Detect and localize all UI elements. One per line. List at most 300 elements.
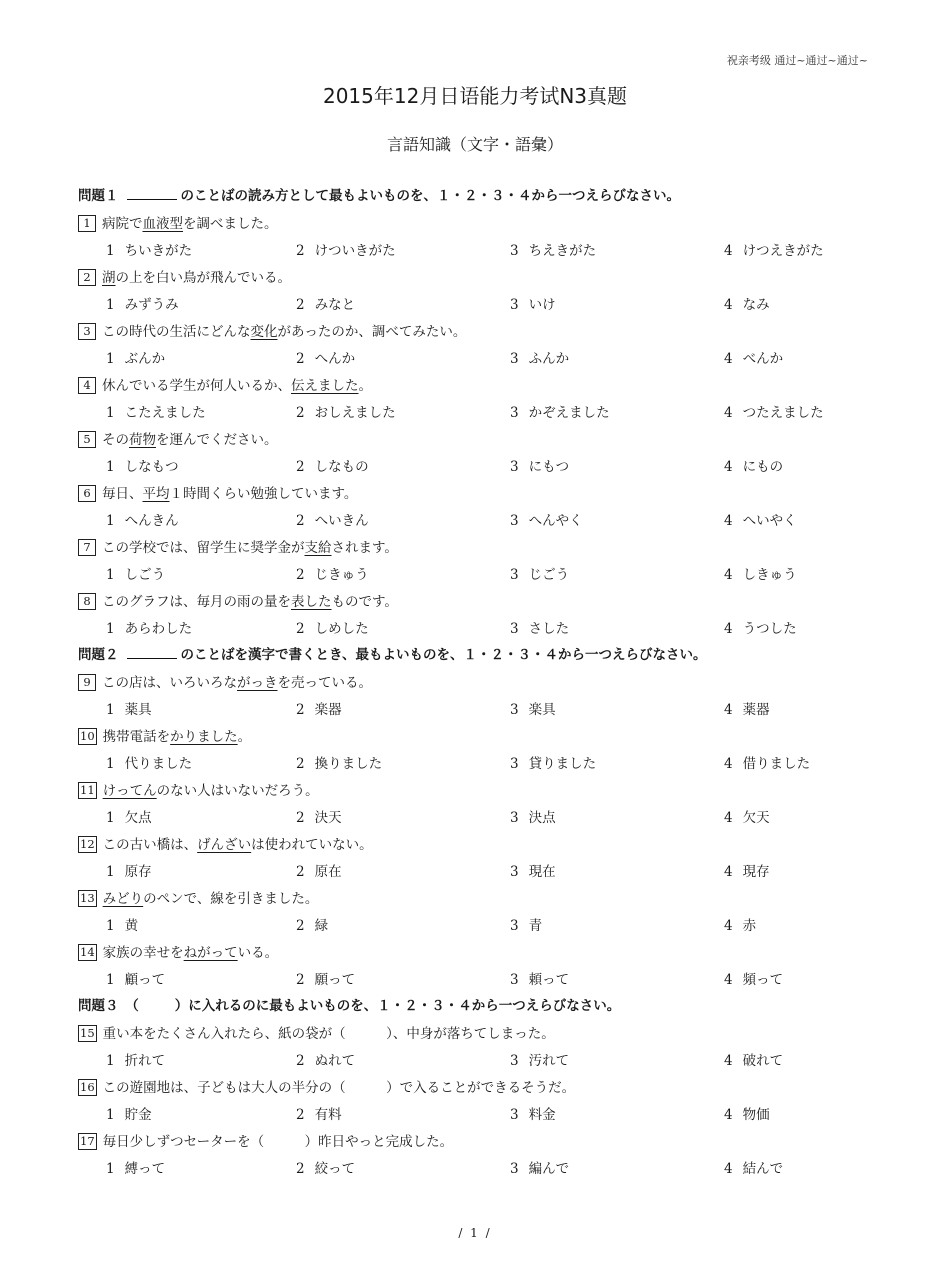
options-row [78, 564, 878, 591]
answer-option [510, 753, 596, 775]
answer-option [510, 402, 610, 424]
question-text: 毎日、 [102, 486, 143, 502]
answer-option [510, 1050, 569, 1072]
options-row [78, 348, 878, 375]
option-text: 欠点 [124, 810, 152, 826]
question-number-box: 8 [78, 593, 96, 610]
options-row [78, 402, 878, 429]
options-row [78, 510, 878, 537]
question-text: ものです。 [331, 594, 398, 610]
options-row [78, 240, 878, 267]
option-text: ちえきがた [528, 243, 597, 259]
question-text: のない人はいないだろう。 [156, 783, 319, 799]
answer-option [510, 1158, 569, 1180]
option-text: べんか [742, 351, 784, 367]
answer-option [106, 348, 165, 370]
underline-blank [127, 645, 177, 659]
answer-option [724, 294, 770, 316]
option-text: つたえました [742, 405, 824, 421]
option-number: 2 [296, 297, 305, 313]
part-instruction: のことばを漢字で書くとき、最もよいものを、１・２・３・４から一つえらびなさい。 [180, 647, 707, 663]
option-text: 頼って [528, 972, 570, 988]
option-text: 楽具 [528, 702, 556, 718]
option-number: 4 [724, 702, 733, 718]
answer-option [724, 753, 810, 775]
question-text: この店は、いろいろな [102, 675, 237, 691]
question-number-box: 17 [80, 1134, 95, 1148]
option-text: ぶんか [124, 351, 166, 367]
question-number-box: 12 [80, 837, 95, 851]
underlined-term: 表した [291, 594, 332, 610]
part-label: 問題２ [78, 647, 119, 663]
answer-option [296, 510, 369, 532]
option-number: 2 [296, 810, 305, 826]
question-text: されます。 [331, 540, 398, 556]
options-row [78, 294, 878, 321]
option-text: けつえきがた [742, 243, 824, 259]
part-heading [78, 186, 878, 213]
option-text: にもつ [528, 459, 570, 475]
option-text: ふんか [528, 351, 570, 367]
question-line [78, 429, 878, 456]
question-number-box: 5 [78, 431, 96, 448]
option-number: 1 [106, 567, 115, 583]
question-text: この時代の生活にどんな [102, 324, 251, 340]
answer-option [106, 753, 192, 775]
option-text: 決点 [528, 810, 556, 826]
option-text: 顧って [124, 972, 166, 988]
option-number: 1 [106, 864, 115, 880]
option-number: 2 [296, 621, 305, 637]
question-text: このグラフは、毎月の雨の量を [102, 594, 291, 610]
answer-option [510, 699, 556, 721]
answer-option [106, 861, 152, 883]
page-number: / 1 / [458, 1226, 492, 1240]
answer-option [510, 240, 596, 262]
answer-option [296, 753, 382, 775]
question-text: この遊園地は、子どもは大人の半分の（ ）で入ることができるそうだ。 [102, 1080, 576, 1096]
answer-option [510, 618, 569, 640]
options-row [78, 1050, 878, 1077]
answer-option [296, 807, 342, 829]
answer-option [106, 402, 206, 424]
answer-option [296, 969, 355, 991]
option-text: 薬具 [124, 702, 152, 718]
underlined-term: 血液型 [142, 216, 183, 232]
option-number: 4 [724, 405, 733, 421]
option-text: いけ [528, 297, 556, 313]
question-number-box: 7 [78, 539, 96, 556]
answer-option [106, 240, 192, 262]
question-text: 休んでいる学生が何人いるか、 [102, 378, 291, 394]
question-line [78, 726, 878, 753]
option-text: 破れて [742, 1053, 784, 1069]
option-number: 2 [296, 918, 305, 934]
question-text: この学校では、留学生に奨学金が [102, 540, 305, 556]
question-line [78, 1023, 878, 1050]
option-number: 3 [510, 297, 519, 313]
option-text: かぞえました [528, 405, 610, 421]
answer-option [724, 402, 824, 424]
option-text: 換りました [314, 756, 383, 772]
option-number: 1 [106, 351, 115, 367]
option-number: 3 [510, 513, 519, 529]
question-number-box: 9 [78, 674, 96, 691]
question-number-box: 4 [78, 377, 96, 394]
answer-option [106, 969, 165, 991]
answer-option [296, 1104, 342, 1126]
answer-option [106, 456, 179, 478]
option-text: 貯金 [124, 1107, 152, 1123]
option-text: ぬれて [314, 1053, 356, 1069]
option-number: 4 [724, 243, 733, 259]
option-number: 3 [510, 621, 519, 637]
answer-option [296, 861, 342, 883]
answer-option [106, 564, 165, 586]
options-row [78, 807, 878, 834]
option-text: 決天 [314, 810, 342, 826]
option-number: 1 [106, 405, 115, 421]
answer-option [724, 1104, 770, 1126]
option-text: 頻って [742, 972, 784, 988]
question-number-box: 13 [80, 891, 95, 905]
underlined-term: 荷物 [129, 432, 156, 448]
answer-option [296, 456, 369, 478]
question-number-box: 3 [78, 323, 96, 340]
question-text: を売っている。 [277, 675, 372, 691]
answer-option [296, 564, 369, 586]
answer-option [724, 348, 783, 370]
option-text: 青 [528, 918, 543, 934]
question-text: この古い橋は、 [102, 837, 198, 853]
option-text: 原在 [314, 864, 342, 880]
underlined-term: 湖 [102, 270, 116, 286]
option-number: 2 [296, 1053, 305, 1069]
question-line [78, 834, 878, 861]
option-number: 3 [510, 567, 519, 583]
option-number: 1 [106, 702, 115, 718]
option-text: さした [528, 621, 570, 637]
option-number: 2 [296, 243, 305, 259]
question-number-box: 11 [80, 783, 95, 797]
answer-option [724, 1158, 783, 1180]
option-number: 1 [106, 621, 115, 637]
question-line [78, 267, 878, 294]
option-number: 3 [510, 1161, 519, 1177]
option-number: 2 [296, 864, 305, 880]
option-text: 赤 [742, 918, 757, 934]
underlined-term: 伝えました [291, 378, 359, 394]
question-line [78, 537, 878, 564]
option-number: 1 [106, 918, 115, 934]
part-heading [78, 996, 878, 1023]
option-number: 4 [724, 459, 733, 475]
question-text: １時間くらい勉強しています。 [169, 486, 358, 502]
option-number: 1 [106, 1053, 115, 1069]
answer-option [724, 915, 756, 937]
options-row [78, 915, 878, 942]
option-number: 1 [106, 1107, 115, 1123]
question-number-box: 16 [80, 1080, 95, 1094]
option-number: 1 [106, 810, 115, 826]
option-text: 物価 [742, 1107, 770, 1123]
part-instruction: ）に入れるのに最もよいものを、１・２・３・４から一つえらびなさい。 [174, 998, 621, 1014]
option-number: 4 [724, 513, 733, 529]
answer-option [510, 969, 569, 991]
option-text: しきゅう [742, 567, 797, 583]
option-number: 3 [510, 918, 519, 934]
option-text: へいやく [742, 513, 797, 529]
option-text: へんきん [124, 513, 179, 529]
option-number: 4 [724, 351, 733, 367]
option-text: みずうみ [124, 297, 179, 313]
question-text: 病院で [102, 216, 143, 232]
question-line [78, 1077, 878, 1104]
option-text: 借りました [742, 756, 811, 772]
answer-option [724, 969, 783, 991]
underlined-term: 変化 [250, 324, 278, 340]
answer-option [296, 1050, 355, 1072]
option-number: 4 [724, 297, 733, 313]
question-text: のペンで、線を引きました。 [143, 891, 319, 907]
question-text: 毎日少しずつセーターを（ ）昨日やっと完成した。 [102, 1134, 454, 1150]
answer-option [724, 618, 797, 640]
underlined-term: ねがって [183, 945, 238, 961]
option-number: 4 [724, 972, 733, 988]
question-text: があったのか、調べてみたい。 [277, 324, 467, 340]
answer-option [296, 348, 355, 370]
option-text: へんか [314, 351, 356, 367]
underline-blank [127, 186, 177, 200]
option-text: へんやく [528, 513, 583, 529]
header-note: 祝亲考级 通过~通过~通过~ [726, 54, 868, 67]
answer-option [296, 699, 342, 721]
option-text: けついきがた [314, 243, 396, 259]
question-text: の上を白い鳥が飛んでいる。 [115, 270, 291, 286]
option-number: 3 [510, 243, 519, 259]
option-text: しなもの [314, 459, 369, 475]
options-row [78, 618, 878, 645]
question-text: を調べました。 [183, 216, 278, 232]
option-number: 2 [296, 1107, 305, 1123]
answer-option [510, 564, 569, 586]
option-number: 3 [510, 459, 519, 475]
option-text: 汚れて [528, 1053, 570, 1069]
answer-option [510, 915, 542, 937]
answer-option [510, 348, 569, 370]
question-text: 家族の幸せを [102, 945, 184, 961]
option-number: 1 [106, 972, 115, 988]
option-text: 縛って [124, 1161, 166, 1177]
option-text: 編んで [528, 1161, 570, 1177]
option-text: おしえました [314, 405, 396, 421]
option-text: 料金 [528, 1107, 556, 1123]
answer-option [296, 240, 396, 262]
option-number: 4 [724, 1053, 733, 1069]
option-text: じごう [528, 567, 570, 583]
option-number: 3 [510, 405, 519, 421]
answer-option [510, 861, 556, 883]
option-number: 3 [510, 1107, 519, 1123]
question-line [78, 942, 878, 969]
option-text: 現存 [742, 864, 770, 880]
answer-option [106, 618, 192, 640]
question-number-box: 2 [78, 269, 96, 286]
options-row [78, 1104, 878, 1131]
answer-option [296, 1158, 355, 1180]
answer-option [106, 699, 152, 721]
option-number: 4 [724, 621, 733, 637]
question-line [78, 1131, 878, 1158]
answer-option [296, 294, 355, 316]
question-text: その [102, 432, 129, 448]
question-number-box: 15 [80, 1026, 95, 1040]
option-number: 4 [724, 864, 733, 880]
answer-option [724, 1050, 783, 1072]
option-text: 薬器 [742, 702, 770, 718]
underlined-term: がっき [237, 675, 278, 691]
option-number: 2 [296, 756, 305, 772]
question-number-box: 10 [80, 729, 95, 743]
answer-option [106, 915, 138, 937]
question-text: いる。 [237, 945, 279, 961]
option-text: 絞って [314, 1161, 356, 1177]
option-text: ちいきがた [124, 243, 193, 259]
answer-option [724, 456, 783, 478]
option-number: 1 [106, 1161, 115, 1177]
option-text: 代りました [124, 756, 193, 772]
part-heading [78, 645, 878, 672]
option-number: 2 [296, 1161, 305, 1177]
option-number: 2 [296, 459, 305, 475]
option-text: みなと [314, 297, 356, 313]
question-text: 携帯電話を [102, 729, 171, 745]
option-text: うつした [742, 621, 797, 637]
question-line [78, 591, 878, 618]
options-row [78, 1158, 878, 1185]
option-number: 4 [724, 810, 733, 826]
question-text: 重い本をたくさん入れたら、紙の袋が（ ）、中身が落ちてしまった。 [102, 1026, 555, 1042]
option-text: 楽器 [314, 702, 342, 718]
question-text: 。 [358, 378, 372, 394]
option-number: 4 [724, 756, 733, 772]
option-text: しなもつ [124, 459, 179, 475]
option-number: 1 [106, 297, 115, 313]
question-number-box: 14 [80, 945, 95, 959]
option-text: あらわした [124, 621, 193, 637]
underlined-term: 支給 [304, 540, 332, 556]
answer-option [510, 1104, 556, 1126]
question-number-box: 6 [78, 485, 96, 502]
option-text: 原存 [124, 864, 152, 880]
options-row [78, 861, 878, 888]
answer-option [724, 699, 770, 721]
answer-option [106, 294, 179, 316]
option-text: じきゅう [314, 567, 369, 583]
option-text: しめした [314, 621, 369, 637]
option-number: 3 [510, 756, 519, 772]
option-text: 緑 [314, 918, 329, 934]
part-instruction: のことばの読み方として最もよいものを、１・２・３・４から一つえらびなさい。 [180, 188, 680, 204]
part-label: 問題１ [78, 188, 119, 204]
answer-option [106, 510, 179, 532]
option-number: 1 [106, 513, 115, 529]
section-title: 言語知識（文字・語彙） [386, 135, 563, 154]
option-number: 2 [296, 513, 305, 529]
answer-option [296, 618, 369, 640]
option-number: 1 [106, 459, 115, 475]
question-text: を運んでください。 [156, 432, 278, 448]
answer-option [106, 807, 152, 829]
answer-option [510, 456, 569, 478]
options-row [78, 753, 878, 780]
option-number: 4 [724, 1107, 733, 1123]
option-number: 2 [296, 972, 305, 988]
exam-content [78, 186, 878, 1185]
option-number: 4 [724, 567, 733, 583]
option-number: 1 [106, 756, 115, 772]
answer-option [106, 1104, 152, 1126]
option-text: 欠天 [742, 810, 770, 826]
option-text: 折れて [124, 1053, 166, 1069]
underlined-term: みどり [102, 891, 144, 907]
option-text: にもの [742, 459, 784, 475]
option-number: 4 [724, 1161, 733, 1177]
answer-option [296, 915, 328, 937]
option-number: 2 [296, 405, 305, 421]
answer-option [724, 240, 824, 262]
underlined-term: げんざい [197, 837, 252, 853]
question-line [78, 888, 878, 915]
option-number: 4 [724, 918, 733, 934]
question-line [78, 375, 878, 402]
option-text: 現在 [528, 864, 556, 880]
answer-option [510, 294, 556, 316]
underlined-term: 平均 [142, 486, 170, 502]
option-number: 2 [296, 702, 305, 718]
option-number: 3 [510, 864, 519, 880]
option-number: 3 [510, 1053, 519, 1069]
option-number: 1 [106, 243, 115, 259]
question-number-box: 1 [78, 215, 96, 232]
answer-option [724, 564, 797, 586]
question-line [78, 780, 878, 807]
answer-option [510, 510, 583, 532]
question-text: 。 [237, 729, 252, 745]
option-text: なみ [742, 297, 770, 313]
option-text: 貸りました [528, 756, 597, 772]
option-number: 3 [510, 351, 519, 367]
answer-option [510, 807, 556, 829]
options-row [78, 969, 878, 996]
answer-option [296, 402, 396, 424]
options-row [78, 699, 878, 726]
question-line [78, 672, 878, 699]
option-number: 3 [510, 972, 519, 988]
option-text: 結んで [742, 1161, 784, 1177]
option-number: 2 [296, 567, 305, 583]
option-text: こたえました [124, 405, 206, 421]
option-number: 3 [510, 810, 519, 826]
answer-option [724, 807, 770, 829]
answer-option [724, 510, 797, 532]
question-line [78, 483, 878, 510]
question-text: は使われていない。 [251, 837, 373, 853]
answer-option [106, 1158, 165, 1180]
option-text: へいきん [314, 513, 369, 529]
option-number: 3 [510, 702, 519, 718]
option-text: 黄 [124, 918, 139, 934]
